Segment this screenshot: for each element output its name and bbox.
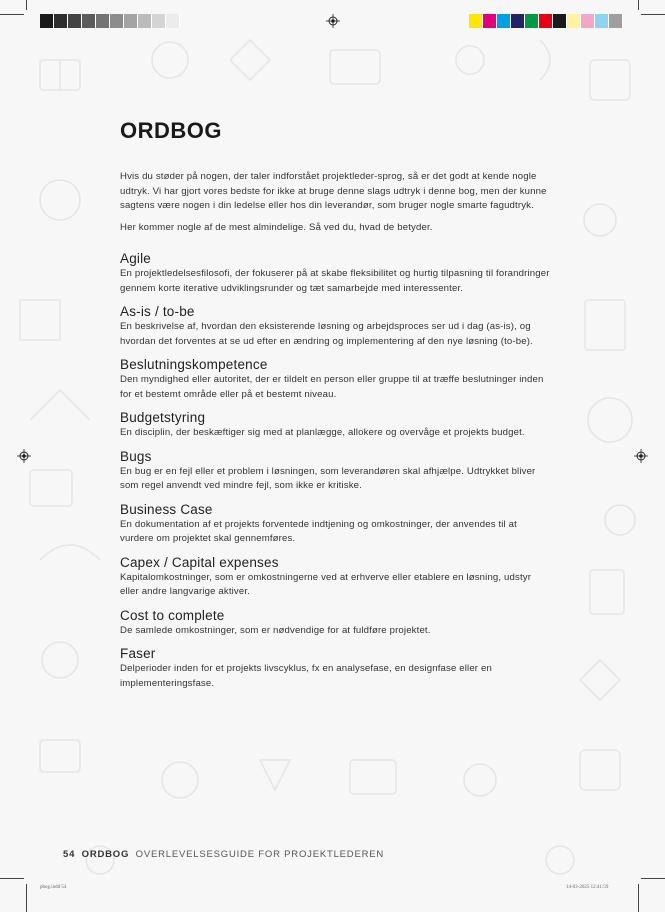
page-content xyxy=(120,116,550,699)
crop-mark xyxy=(641,878,665,879)
glossary-entry xyxy=(120,646,550,691)
glossary-definition: En beskrivelse af, hvordan den eksisterende løsning og arbejdsproces ser ud i dag (as-is), og hvordan det forventes at se ud efter en ændring og implementering af den nye løsning (to-be). xyxy=(120,321,533,347)
crop-mark xyxy=(0,878,24,879)
gray-swatch xyxy=(166,14,180,28)
color-swatch xyxy=(469,14,483,28)
glossary-entry xyxy=(120,251,550,296)
glossary-entry xyxy=(120,608,550,639)
gray-swatch xyxy=(40,14,54,28)
intro-text xyxy=(120,170,550,235)
footer-section-name: ORDBOG xyxy=(81,849,130,860)
crop-mark xyxy=(26,884,27,912)
footer-guide-title: OVERLEVELSESGUIDE FOR PROJEKTLEDEREN xyxy=(135,849,385,860)
gray-swatch xyxy=(124,14,138,28)
glossary-term: Cost to complete xyxy=(120,607,225,623)
crop-mark xyxy=(638,884,639,912)
glossary-entry xyxy=(120,357,550,402)
gray-swatch xyxy=(138,14,152,28)
gray-swatch xyxy=(96,14,110,28)
glossary-term: Budgetstyring xyxy=(120,410,206,425)
glossary-term: Capex / Capital expenses xyxy=(120,554,279,570)
gray-swatch xyxy=(82,14,96,28)
crop-mark xyxy=(0,14,24,15)
gray-swatch xyxy=(54,14,68,28)
color-bar xyxy=(469,14,623,28)
page-number: 54 xyxy=(63,849,76,860)
intro-paragraph: Hvis du støder på nogen, der taler indforstået projektleder-sprog, så er det godt at kende nogle udtryk. Vi har gjort vores bedste for ikke at bruge denne slags udtryk i denne bog, men der kunne sagtens være nogen i din ledelse eller hos din leverandør, som bruger nogle smarte fagudtryk. xyxy=(120,171,547,211)
registration-mark-icon xyxy=(17,449,31,463)
glossary-definition: Delperioder inden for et projekts livscyklus, fx en analysefase, en designfase eller en implementeringsfase. xyxy=(120,663,492,689)
glossary-definition: Kapitalomkostninger, som er omkostningerne ved at erhverve eller etablere en løsning, udstyr eller andre langvarige aktiver. xyxy=(120,571,532,597)
glossary-definition: En bug er en fejl eller et problem i løsningen, som leverandøren skal afhjælpe. Udtrykket bliver som regel anvendt ved mindre fejl, som ikke er kritiske. xyxy=(120,465,536,491)
registration-mark-icon xyxy=(326,14,340,28)
slug-file-name: pbog.indd 54 xyxy=(40,885,67,890)
glossary-definition: En disciplin, der beskæftiger sig med at planlægge, allokere og overvåge et projekts budget. xyxy=(120,427,525,438)
color-swatch xyxy=(581,14,595,28)
glossary-term: Business Case xyxy=(120,501,213,517)
glossary-entry xyxy=(120,502,550,547)
glossary-term: Beslutningskompetence xyxy=(120,357,268,372)
color-swatch xyxy=(595,14,609,28)
glossary-definition: Den myndighed eller autoritet, der er tildelt en person eller gruppe til at træffe beslutninger inden for et bestemt område eller på et bestemt niveau. xyxy=(120,374,544,400)
glossary-entry xyxy=(120,304,550,349)
glossary-definition: En projektledelsesfilosofi, der fokuserer på at skabe fleksibilitet og hurtig tilpasning til forandringer gennem korte iterative udviklingsrunder og tæt samarbejde med interessenter. xyxy=(120,268,550,294)
registration-mark-icon xyxy=(634,449,648,463)
color-swatch xyxy=(511,14,525,28)
glossary-definition: De samlede omkostninger, som er nødvendige for at fuldføre projektet. xyxy=(120,624,431,636)
slug-timestamp: 14-03-2025 12:41:59 xyxy=(566,885,609,890)
gray-swatch xyxy=(110,14,124,28)
color-swatch xyxy=(525,14,539,28)
glossary-term: Agile xyxy=(120,251,152,266)
glossary-entry xyxy=(120,410,550,441)
color-swatch xyxy=(539,14,553,28)
color-swatch xyxy=(567,14,581,28)
glossary-term: Bugs xyxy=(120,448,152,464)
crop-mark xyxy=(641,14,665,15)
grayscale-bar xyxy=(40,14,180,28)
gray-swatch xyxy=(152,14,166,28)
gray-swatch xyxy=(68,14,82,28)
color-swatch xyxy=(483,14,497,28)
crop-mark xyxy=(26,0,27,10)
glossary-definition: En dokumentation af et projekts forventede indtjening og omkostninger, der anvendes til at vurdere om projektet skal gennemføres. xyxy=(120,518,517,544)
page-footer xyxy=(63,849,384,860)
glossary-term: As-is / to-be xyxy=(120,304,195,319)
color-swatch xyxy=(609,14,623,28)
glossary-term: Faser xyxy=(120,646,156,661)
glossary-entry xyxy=(120,555,550,600)
intro-paragraph: Her kommer nogle af de mest almindelige. Så ved du, hvad de betyder. xyxy=(120,221,433,233)
crop-mark xyxy=(638,0,639,10)
color-swatch xyxy=(497,14,511,28)
glossary-entry xyxy=(120,449,550,494)
color-swatch xyxy=(553,14,567,28)
page-title: ORDBOG xyxy=(120,118,222,143)
glossary-list xyxy=(120,251,550,691)
